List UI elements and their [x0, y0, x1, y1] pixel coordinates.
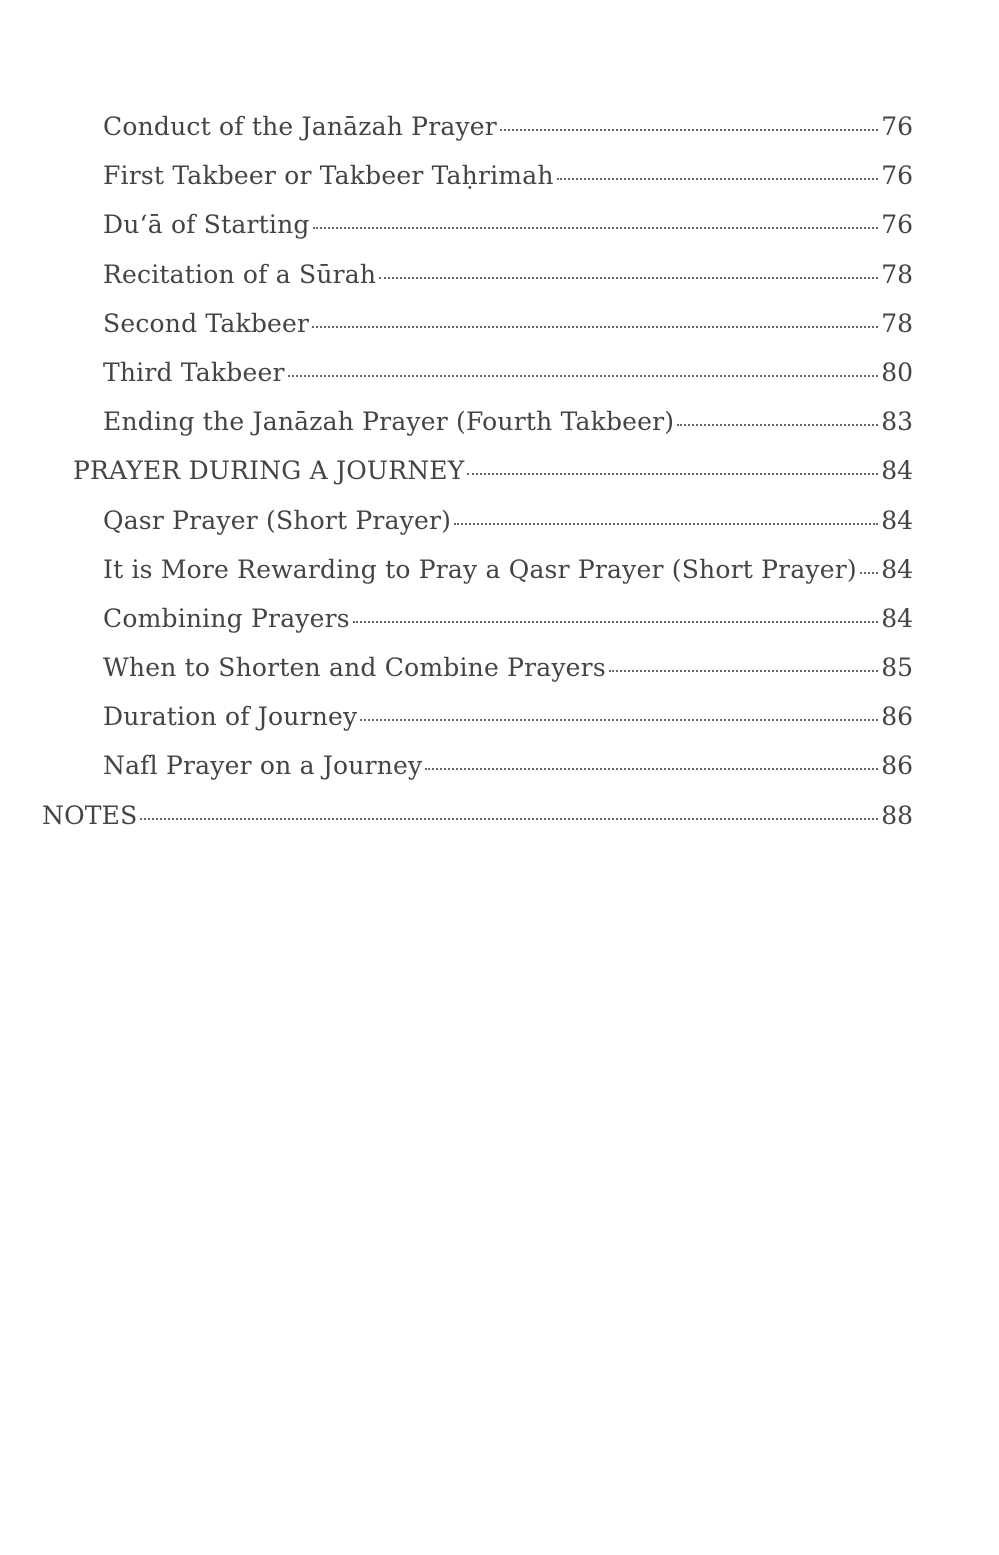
toc-dot-leader	[360, 718, 878, 721]
toc-entry-page-number: 78	[881, 259, 913, 289]
toc-entry-page-number: 86	[881, 702, 913, 732]
toc-dot-leader	[353, 620, 878, 623]
toc-entry-page-number: 83	[881, 407, 913, 437]
toc-entry[interactable]	[0, 299, 999, 348]
toc-entry[interactable]	[0, 250, 999, 299]
toc-dot-leader	[467, 472, 878, 475]
toc-dot-leader	[557, 177, 879, 180]
toc-entry-page-number: 84	[881, 603, 913, 633]
toc-entry-title: PRAYER DURING A JOURNEY	[73, 456, 465, 486]
toc-entry[interactable]	[0, 741, 999, 790]
toc-entry-page-number: 76	[881, 112, 913, 141]
toc-section-heading[interactable]	[0, 446, 999, 495]
toc-entry-title: Nafl Prayer on a Journey	[103, 751, 423, 781]
toc-entry-title: Recitation of a Sūrah	[103, 259, 377, 289]
toc-entry-page-number: 86	[881, 751, 913, 781]
toc-entry[interactable]	[0, 102, 999, 151]
toc-chapter-heading[interactable]	[0, 791, 999, 840]
toc-dot-leader	[312, 325, 878, 328]
toc-entry-title: Third Takbeer	[103, 357, 285, 387]
toc-dot-leader	[454, 522, 878, 525]
toc-entry[interactable]	[0, 496, 999, 545]
toc-entry-title: First Takbeer or Takbeer Taḥrimah	[103, 161, 554, 191]
toc-entry[interactable]	[0, 200, 999, 249]
toc-entry[interactable]	[0, 594, 999, 643]
toc-entry-page-number: 88	[881, 800, 913, 830]
toc-dot-leader	[860, 571, 878, 574]
toc-entry[interactable]	[0, 151, 999, 200]
toc-dot-leader	[609, 669, 878, 672]
toc-entry[interactable]	[0, 348, 999, 397]
toc-dot-leader	[313, 226, 879, 229]
toc-entry-page-number: 85	[881, 653, 913, 683]
toc-entry[interactable]	[0, 545, 999, 594]
toc-dot-leader	[140, 817, 878, 820]
toc-entry-title: Du‘ā of Starting	[103, 210, 310, 240]
toc-entry-title: Duration of Journey	[103, 702, 358, 732]
toc-dot-leader	[425, 767, 878, 770]
toc-entry-page-number: 84	[881, 505, 913, 535]
toc-entry-page-number: 76	[881, 161, 913, 191]
toc-dot-leader	[288, 374, 879, 377]
toc-entry-page-number: 84	[881, 554, 913, 584]
toc-entry-title: Conduct of the Janāzah Prayer	[103, 112, 497, 141]
toc-entry-page-number: 80	[881, 357, 913, 387]
toc-entry-page-number: 76	[881, 210, 913, 240]
table-of-contents	[0, 102, 999, 840]
toc-entry-title: Second Takbeer	[103, 308, 310, 338]
toc-dot-leader	[677, 423, 878, 426]
toc-entry-title: Qasr Prayer (Short Prayer)	[103, 505, 452, 535]
toc-entry-page-number: 78	[881, 308, 913, 338]
toc-entry-title: Combining Prayers	[103, 603, 350, 633]
toc-entry[interactable]	[0, 692, 999, 741]
toc-entry-title: NOTES	[42, 800, 138, 830]
toc-entry-title: Ending the Janāzah Prayer (Fourth Takbeer)	[103, 407, 675, 437]
toc-entry-page-number: 84	[881, 456, 913, 486]
toc-entry-title: When to Shorten and Combine Prayers	[103, 653, 606, 683]
toc-dot-leader	[500, 128, 878, 131]
toc-dot-leader	[379, 276, 878, 279]
toc-entry-title: It is More Rewarding to Pray a Qasr Prayer (Short Prayer)	[103, 554, 857, 584]
toc-entry[interactable]	[0, 397, 999, 446]
toc-entry[interactable]	[0, 643, 999, 692]
